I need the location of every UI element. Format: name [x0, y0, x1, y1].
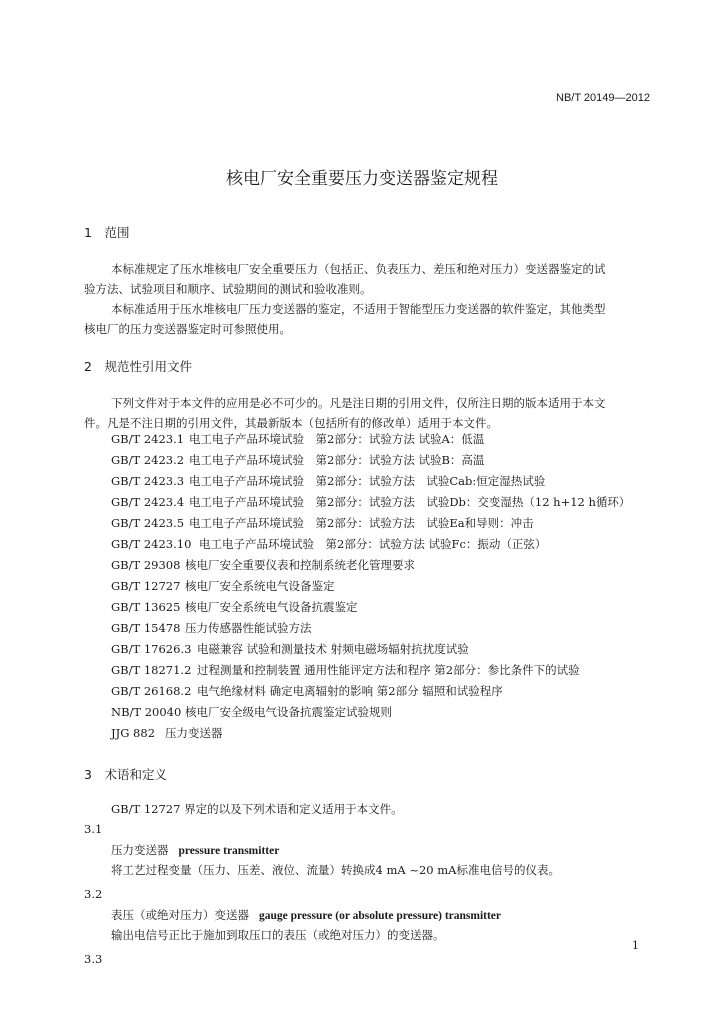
- reference-item: [111, 704, 392, 720]
- page-number: 1: [632, 939, 639, 952]
- section-1-para-2-line-2: 核电厂的压力变送器鉴定时可参照使用。: [84, 322, 291, 336]
- section-1-para-1-line-2: 验方法、试验项目和顺序、试验期间的测试和验收准则。: [84, 282, 372, 296]
- reference-item: [111, 620, 312, 636]
- term-number: 3.3: [84, 952, 103, 966]
- standard-number: NB/T 20149—2012: [556, 92, 650, 104]
- reference-code: GB/T 2423.1: [111, 432, 185, 446]
- reference-code: GB/T 26168.2: [111, 684, 192, 698]
- reference-code: JJG 882: [111, 726, 156, 740]
- reference-title: 电工电子产品环境试验 第2部分：试验方法 试验Db：交变湿热（12 h+12 h循环）: [189, 495, 631, 509]
- reference-code: GB/T 17626.3: [111, 642, 192, 656]
- reference-code: GB/T 2423.2: [111, 453, 185, 467]
- section-2-heading: 2 规范性引用文件: [84, 359, 192, 374]
- reference-code: GB/T 13625: [111, 600, 181, 614]
- reference-title: 电工电子产品环境试验 第2部分：试验方法 试验B：高温: [189, 453, 485, 467]
- section-2-para-line-1: 下列文件对于本文件的应用是必不可少的。凡是注日期的引用文件，仅所注日期的版本适用于本文: [111, 396, 606, 410]
- reference-title: 核电厂安全系统电气设备鉴定: [185, 579, 335, 593]
- reference-title: 过程测量和控制装置 通用性能评定方法和程序 第2部分：参比条件下的试验: [197, 663, 580, 677]
- section-3-heading: 3 术语和定义: [84, 767, 167, 782]
- reference-item: [111, 683, 503, 699]
- reference-title: 电气绝缘材料 确定电离辐射的影响 第2部分 辐照和试验程序: [197, 684, 503, 698]
- reference-code: GB/T 18271.2: [111, 663, 192, 677]
- term-number: 3.2: [84, 887, 103, 901]
- term-number: 3.1: [84, 822, 103, 836]
- reference-code: GB/T 2423.3: [111, 474, 185, 488]
- reference-item: [111, 578, 335, 594]
- reference-code: NB/T 20040: [111, 705, 182, 719]
- reference-title: 电工电子产品环境试验 第2部分：试验方法 试验Ea和导则：冲击: [189, 516, 534, 530]
- reference-title: 核电厂安全系统电气设备抗震鉴定: [185, 600, 358, 614]
- reference-code: GB/T 2423.4: [111, 495, 185, 509]
- reference-title: 压力传感器性能试验方法: [185, 621, 312, 635]
- reference-title: 电磁兼容 试验和测量技术 射频电磁场辐射抗扰度试验: [197, 642, 469, 656]
- reference-title: 核电厂安全级电气设备抗震鉴定试验规则: [185, 705, 392, 719]
- reference-item: [111, 473, 545, 489]
- term-definition: 将工艺过程变量（压力、压差、液位、流量）转换成4 mA ~20 mA标准电信号的仪表。: [111, 863, 560, 877]
- reference-item: [111, 452, 484, 468]
- reference-item: [111, 641, 469, 657]
- term-name-cn: 压力变送器: [111, 843, 169, 857]
- reference-code: GB/T 29308: [111, 558, 181, 572]
- term-name-cn: 表压（或绝对压力）变送器: [111, 908, 249, 922]
- section-1-heading: 1 范围: [84, 225, 130, 240]
- reference-item: [111, 557, 415, 573]
- reference-item: [111, 494, 630, 510]
- reference-item: [111, 599, 358, 615]
- term-name-en: pressure transmitter: [178, 845, 280, 857]
- reference-title: 电工电子产品环境试验 第2部分：试验方法 试验A：低温: [189, 432, 485, 446]
- reference-item: [111, 431, 484, 447]
- reference-code: GB/T 15478: [111, 621, 181, 635]
- reference-title: 电工电子产品环境试验 第2部分：试验方法 试验Fc：振动（正弦）: [199, 537, 547, 551]
- reference-code: GB/T 2423.10: [111, 537, 192, 551]
- term-name: [111, 842, 279, 858]
- section-1-para-2-line-1: 本标准适用于压水堆核电厂压力变送器的鉴定，不适用于智能型压力变送器的软件鉴定，其他类型: [111, 302, 606, 316]
- reference-title: 压力变送器: [165, 726, 223, 740]
- reference-code: GB/T 2423.5: [111, 516, 185, 530]
- section-2-para-line-2: 件。凡是不注日期的引用文件，其最新版本（包括所有的修改单）适用于本文件。: [84, 416, 498, 430]
- section-3-intro: GB/T 12727 界定的以及下列术语和定义适用于本文件。: [111, 802, 403, 816]
- term-name-en: gauge pressure (or absolute pressure) transmitter: [259, 910, 502, 922]
- reference-item: [111, 515, 534, 531]
- document-title: 核电厂安全重要压力变送器鉴定规程: [226, 169, 498, 189]
- reference-title: 核电厂安全重要仪表和控制系统老化管理要求: [185, 558, 415, 572]
- term-definition: 输出电信号正比于施加到取压口的表压（或绝对压力）的变送器。: [111, 928, 445, 942]
- reference-title: 电工电子产品环境试验 第2部分：试验方法 试验Cab:恒定湿热试验: [189, 474, 546, 488]
- section-1-para-1-line-1: 本标准规定了压水堆核电厂安全重要压力（包括正、负表压力、差压和绝对压力）变送器鉴定的试: [111, 262, 606, 276]
- reference-item: [111, 725, 223, 741]
- reference-code: GB/T 12727: [111, 579, 181, 593]
- term-name: [111, 907, 501, 923]
- reference-item: [111, 536, 546, 552]
- reference-item: [111, 662, 580, 678]
